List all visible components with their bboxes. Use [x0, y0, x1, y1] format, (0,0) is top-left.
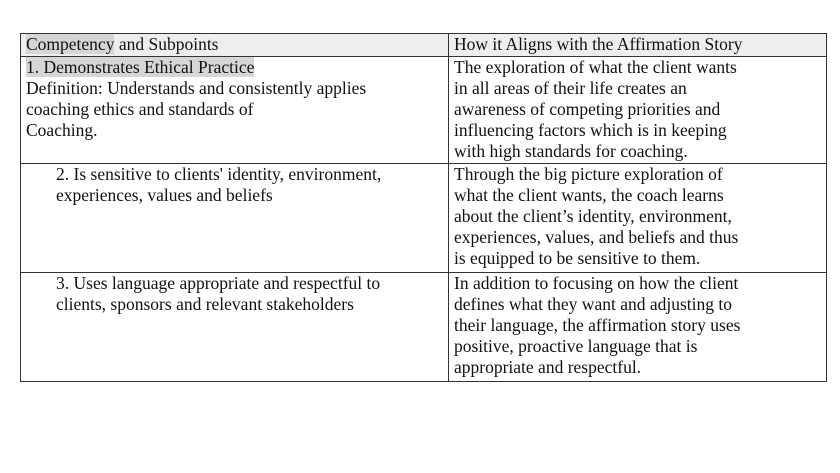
subpoint-cell	[21, 164, 449, 273]
table-row	[21, 273, 827, 382]
competency-cell	[21, 57, 449, 164]
alignment-line: in all areas of their life creates an	[454, 78, 687, 98]
subpoint-line: experiences, values and beliefs	[56, 185, 273, 205]
subpoint-line: 2. Is sensitive to clients' identity, environment,	[56, 164, 382, 184]
alignment-line: about the client’s identity, environment,	[454, 206, 732, 226]
header-highlight: Competency	[26, 34, 115, 54]
header-competency-rest: and Subpoints	[114, 34, 219, 54]
header-competency	[21, 34, 449, 57]
definition-line: Definition: Understands and consistently applies	[26, 78, 367, 98]
table-row	[21, 57, 827, 164]
alignment-line: In addition to focusing on how the client	[454, 273, 739, 293]
alignment-line: The exploration of what the client wants	[454, 57, 737, 77]
header-row	[21, 34, 827, 57]
alignment-line: positive, proactive language that is	[454, 336, 698, 356]
alignment-line: experiences, values, and beliefs and thus	[454, 227, 739, 247]
alignment-cell	[449, 164, 827, 273]
alignment-cell	[449, 273, 827, 382]
definition-line: Coaching.	[26, 120, 98, 140]
alignment-line: awareness of competing priorities and	[454, 99, 721, 119]
competency-title: 1. Demonstrates Ethical Practice	[26, 57, 255, 77]
table-row	[21, 164, 827, 273]
definition-line: coaching ethics and standards of	[26, 99, 254, 119]
alignment-line: defines what they want and adjusting to	[454, 294, 732, 314]
alignment-line: what the client wants, the coach learns	[454, 185, 724, 205]
alignment-line: with high standards for coaching.	[454, 141, 688, 161]
subpoint-line: clients, sponsors and relevant stakeholders	[56, 294, 354, 314]
header-alignment: How it Aligns with the Affirmation Story	[449, 34, 827, 57]
alignment-cell	[449, 57, 827, 164]
subpoint-cell	[21, 273, 449, 382]
alignment-line: is equipped to be sensitive to them.	[454, 248, 701, 268]
alignment-line: Through the big picture exploration of	[454, 164, 723, 184]
competency-table	[20, 33, 827, 382]
alignment-line: influencing factors which is in keeping	[454, 120, 727, 140]
alignment-line: appropriate and respectful.	[454, 357, 642, 377]
alignment-line: their language, the affirmation story uses	[454, 315, 741, 335]
subpoint-line: 3. Uses language appropriate and respectful to	[56, 273, 381, 293]
